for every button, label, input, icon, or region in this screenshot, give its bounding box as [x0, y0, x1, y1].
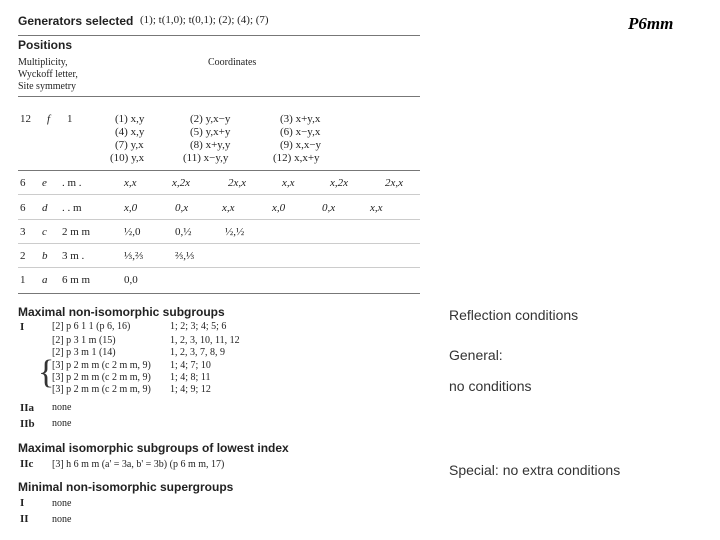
- subgroup-name: [3] p 2 m m (c 2 m m, 9): [52, 360, 151, 371]
- general-coord: (3) x+y,x: [280, 113, 321, 125]
- special-coord: 2x,x: [385, 177, 404, 189]
- divider-special: [18, 194, 420, 195]
- general-coord: (12) x,x+y: [273, 152, 320, 164]
- subgroup-ops: 1; 4; 8; 11: [170, 372, 211, 383]
- IIa-value: none: [52, 402, 72, 413]
- special-letter: c: [42, 226, 47, 238]
- super-I-label: I: [20, 497, 25, 509]
- special-mult: 1: [20, 274, 26, 286]
- reflection-special: Special: no extra conditions: [449, 462, 621, 478]
- special-letter: e: [42, 177, 47, 189]
- special-coord: 0,½: [175, 226, 192, 238]
- special-coord: x,0: [124, 202, 138, 214]
- special-mult: 3: [20, 226, 26, 238]
- subgroup-ops: 1, 2, 3, 7, 8, 9: [170, 347, 225, 358]
- max-subgroups-I-label: I: [20, 321, 25, 333]
- general-coord: (2) y,x−y: [190, 113, 231, 125]
- special-coord: 0,x: [175, 202, 189, 214]
- special-coord: x,x: [124, 177, 137, 189]
- special-coord: x,2x: [330, 177, 349, 189]
- reflection-heading: Reflection conditions: [449, 307, 579, 323]
- divider-positions-end: [18, 293, 420, 294]
- divider-positions: [18, 96, 420, 97]
- col-left-line2: Wyckoff letter,: [18, 69, 78, 80]
- reflection-general-label: General:: [449, 347, 503, 363]
- subgroup-ops: 1; 4; 7; 10: [170, 360, 211, 371]
- special-letter: b: [42, 250, 48, 262]
- isomorphic-heading: Maximal isomorphic subgroups of lowest index: [18, 441, 289, 455]
- special-coord: 0,x: [322, 202, 336, 214]
- general-site: 1: [67, 113, 73, 125]
- general-coord: (1) x,y: [115, 113, 145, 125]
- IIb-label: IIb: [20, 418, 35, 430]
- col-right-coordinates: Coordinates: [208, 57, 257, 68]
- special-coord: x,2x: [172, 177, 191, 189]
- special-mult: 6: [20, 177, 26, 189]
- special-site: 3 m .: [62, 250, 85, 262]
- special-coord: ⅔,⅓: [175, 250, 195, 262]
- divider-special: [18, 219, 420, 220]
- special-coord: x,x: [370, 202, 383, 214]
- supergroups-heading: Minimal non-isomorphic supergroups: [18, 480, 234, 494]
- brace-icon: {: [38, 354, 55, 391]
- special-coord: 0,0: [124, 274, 138, 286]
- special-mult: 2: [20, 250, 26, 262]
- divider-special: [18, 267, 420, 268]
- special-site: . m .: [62, 177, 82, 189]
- IIb-value: none: [52, 418, 72, 429]
- special-coord: 2x,x: [228, 177, 247, 189]
- special-site: 2 m m: [62, 226, 91, 238]
- special-site: 6 m m: [62, 274, 91, 286]
- subgroup-name: [2] p 6 1 1 (p 6, 16): [52, 321, 131, 332]
- special-letter: a: [42, 274, 48, 286]
- general-coord: (9) x,x−y: [280, 139, 322, 151]
- general-coord: (10) y,x: [110, 152, 145, 164]
- subgroup-name: [3] p 2 m m (c 2 m m, 9): [52, 372, 151, 383]
- general-letter: f: [47, 113, 51, 125]
- special-coord: ⅓,⅔: [124, 250, 144, 262]
- special-coord: ½,0: [124, 226, 141, 238]
- subgroup-name: [2] p 3 1 m (15): [52, 335, 116, 346]
- divider-top: [18, 35, 420, 36]
- positions-heading: Positions: [18, 38, 73, 52]
- special-coord: ½,½: [225, 226, 245, 238]
- IIc-value: [3] h 6 m m (a' = 3a, b' = 3b) (p 6 m m, 17): [52, 459, 225, 470]
- general-coord: (6) x−y,x: [280, 126, 321, 138]
- special-letter: d: [42, 202, 48, 214]
- super-I-value: none: [52, 498, 72, 509]
- divider-general: [18, 170, 420, 171]
- general-mult: 12: [20, 113, 31, 125]
- special-coord: x,0: [272, 202, 286, 214]
- subgroup-ops: 1; 2; 3; 4; 5; 6: [170, 321, 227, 332]
- IIc-label: IIc: [20, 458, 34, 470]
- general-coord: (5) y,x+y: [190, 126, 231, 138]
- generators-list: (1); t(1,0); t(0,1); (2); (4); (7): [140, 14, 269, 26]
- general-coord: (7) y,x: [115, 139, 144, 151]
- max-subgroups-heading: Maximal non-isomorphic subgroups: [18, 305, 225, 319]
- reflection-general-value: no conditions: [449, 378, 532, 394]
- generators-label: Generators selected: [18, 14, 134, 28]
- divider-special: [18, 243, 420, 244]
- special-coord: x,x: [222, 202, 235, 214]
- special-mult: 6: [20, 202, 26, 214]
- page-title: P6mm: [628, 14, 674, 33]
- subgroup-name: [2] p 3 m 1 (14): [52, 347, 116, 358]
- IIa-label: IIa: [20, 402, 35, 414]
- special-coord: x,x: [282, 177, 295, 189]
- subgroup-ops: 1, 2, 3, 10, 11, 12: [170, 335, 240, 346]
- subgroup-name: [3] p 2 m m (c 2 m m, 9): [52, 384, 151, 395]
- super-II-value: none: [52, 514, 72, 525]
- subgroup-ops: 1; 4; 9; 12: [170, 384, 211, 395]
- general-coord: (4) x,y: [115, 126, 145, 138]
- general-coord: (11) x−y,y: [183, 152, 229, 164]
- super-II-label: II: [20, 513, 29, 525]
- general-coord: (8) x+y,y: [190, 139, 231, 151]
- col-left-line3: Site symmetry: [18, 81, 77, 92]
- special-site: . . m: [62, 202, 82, 214]
- col-left-line1: Multiplicity,: [18, 57, 68, 68]
